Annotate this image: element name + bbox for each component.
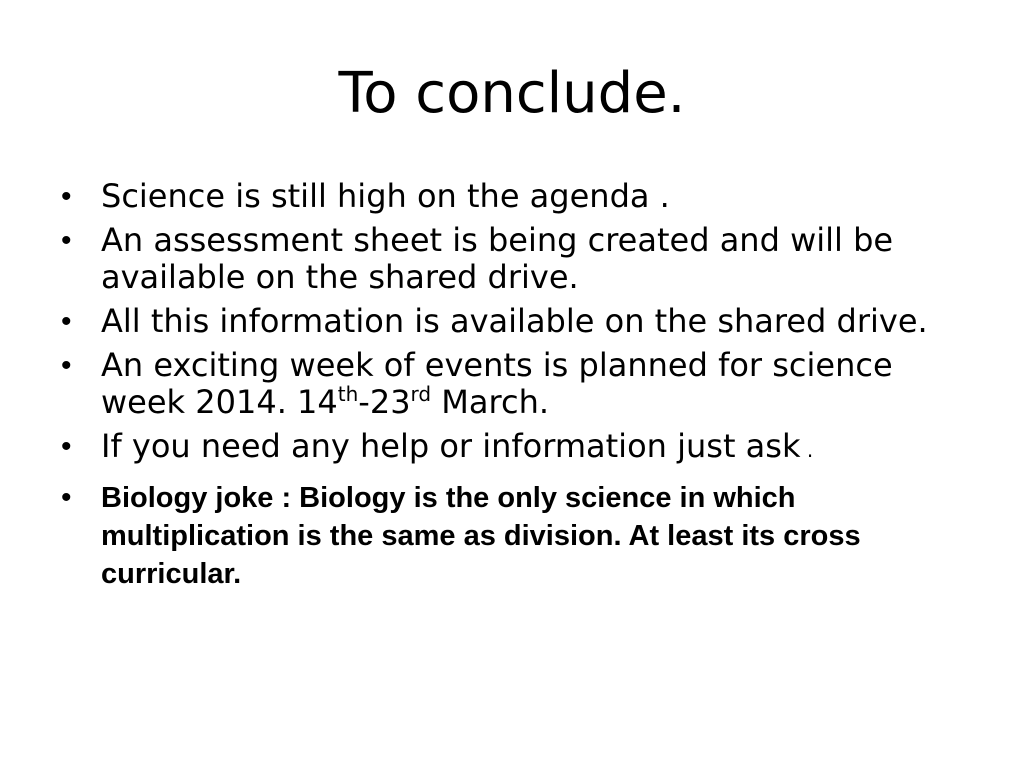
- bullet-text: All this information is available on the shared drive.: [101, 302, 928, 340]
- bullet-item-shared-drive: [56, 303, 976, 340]
- bullet-item-help: [56, 428, 976, 469]
- bullet-text: If you need any help or information just ask: [101, 427, 801, 465]
- bullet-text: An assessment sheet is being created and will be available on the shared drive.: [101, 221, 894, 296]
- bullet-text-tail: .: [800, 438, 814, 462]
- bullet-dot-icon: •: [61, 224, 72, 257]
- slide-title: To conclude.: [338, 61, 686, 126]
- bullet-text: Science is still high on the agenda .: [101, 177, 670, 215]
- bullet-dot-icon: •: [61, 180, 72, 213]
- bullet-text-part: An exciting week of events is planned for science week 2014. 14: [101, 346, 893, 421]
- bullet-dot-icon: •: [61, 305, 72, 338]
- bullet-list: [56, 178, 976, 600]
- bullet-item-science-week: [56, 347, 976, 421]
- bullet-text-part: -23: [358, 383, 411, 421]
- bullet-dot-icon: •: [61, 481, 72, 514]
- ordinal-suffix: rd: [410, 382, 432, 406]
- bullet-text-part: March.: [431, 383, 550, 421]
- bullet-item-assessment-sheet: [56, 222, 976, 296]
- ordinal-suffix: th: [337, 382, 359, 406]
- bullet-text: Biology joke : Biology is the only science in which multiplication is the same as division. At least its cross curricular.: [101, 482, 861, 590]
- bullet-item-science-agenda: [56, 178, 976, 215]
- bullet-dot-icon: •: [61, 349, 72, 382]
- bullet-item-biology-joke: [56, 479, 976, 593]
- bullet-dot-icon: •: [61, 430, 72, 463]
